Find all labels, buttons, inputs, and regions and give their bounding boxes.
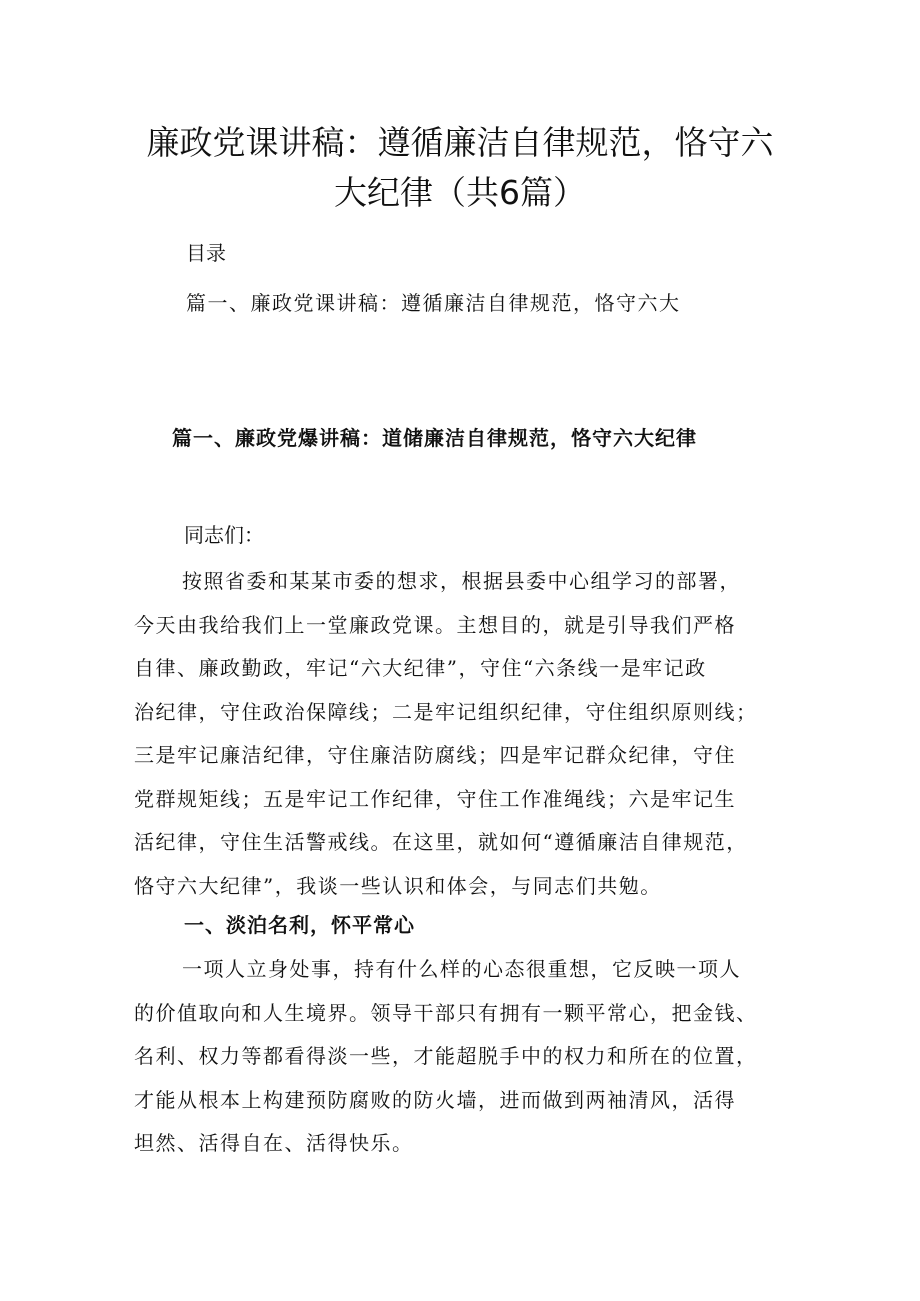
paragraph-line: 党群规矩线；五是牢记工作纪律，守住工作准绳线；六是牢记生	[134, 786, 736, 811]
paragraph-line: 才能从根本上构建预防腐败的防火墙，进而做到两袖清风，活得	[134, 1087, 736, 1112]
paragraph-line: 三是牢记廉洁纪律，守住廉洁防腐线；四是牢记群众纪律，守住	[134, 743, 736, 767]
greeting: 同志们：	[184, 523, 264, 547]
toc-item[interactable]: 篇一、廉政党课讲稿：遵循廉洁自律规范，恪守六大	[186, 291, 681, 315]
paragraph-line: 按照省委和某某市委的想求，根据县委中心组学习的部署，	[182, 569, 741, 593]
title-line-2: 大纪律（共6篇）	[334, 173, 586, 212]
subheading-1: 一、淡泊名利，怀平常心	[184, 913, 415, 937]
paragraph-line: 自律、廉政勤政，牢记“六大纪律”，守住“六条线一是牢记政	[134, 656, 707, 680]
toc-heading: 目录	[186, 241, 226, 265]
paragraph-line: 今天由我给我们上一堂廉政党课。主想目的，就是引导我们严格	[134, 612, 736, 637]
document-title	[130, 118, 790, 218]
paragraph-line: 治纪律，守住政治保障线；二是牢记组织纪律，守住组织原则线；	[134, 699, 758, 724]
title-line-1: 廉政党课讲稿：遵循廉洁自律规范，恪守六	[146, 123, 774, 162]
paragraph-line: 名利、权力等都看得淡一些，才能超脱手中的权力和所在的位置，	[134, 1044, 758, 1068]
paragraph-line: 一项人立身处事，持有什么样的心态很重想，它反映一项人	[182, 957, 741, 981]
paragraph-line: 恪守六大纪律”，我谈一些认识和体会，与同志们共勉。	[134, 873, 662, 898]
section-heading: 篇一、廉政党爆讲稿：道储廉洁自律规范，恪守六大纪律	[172, 426, 697, 450]
paragraph-line: 的价值取向和人生境界。领导干部只有拥有一颗平常心，把金钱、	[134, 1000, 758, 1025]
paragraph-line: 坦然、活得自在、活得快乐。	[134, 1131, 414, 1155]
paragraph-2	[134, 948, 804, 1166]
paragraph-line: 活纪律，守住生活警戒线。在这里，就如何“遵循廉洁自律规范，	[134, 830, 748, 854]
paragraph-1	[134, 560, 804, 908]
